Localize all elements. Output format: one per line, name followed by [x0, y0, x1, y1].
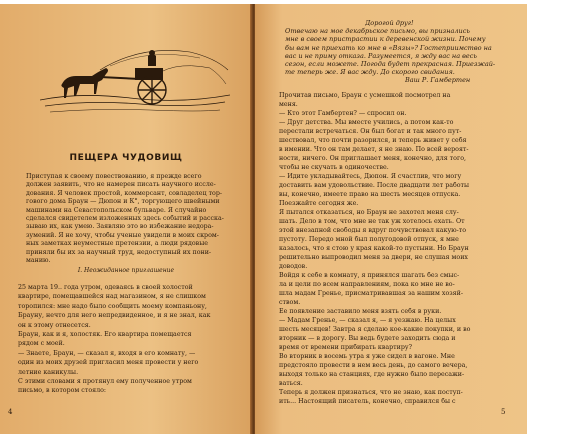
text-line: рядом с моей.: [18, 340, 65, 348]
text-line: Дорогой друг!: [365, 19, 414, 27]
text-line: меня.: [279, 101, 298, 108]
text-line: ваться.: [279, 380, 303, 387]
text-line: зываю их, как умею. Заявляю это во избежание недора-: [26, 223, 214, 231]
page-number-left: 4: [8, 408, 13, 416]
text-line: манию.: [26, 257, 51, 264]
text-line: доводов.: [279, 263, 308, 270]
text-line: решительно выпроводил меня за двери, не слушая моих: [279, 254, 468, 261]
text-line: Ваш Р. Гамбертен: [405, 76, 471, 85]
text-line: — Мадам Гренье, — сказал я, — я уезжаю. На целых: [279, 317, 456, 324]
text-line: сделался свидетелем изложенных здесь событий и расска-: [26, 215, 224, 222]
text-line: те теперь же. Я вас жду. До скорого свидания.: [285, 68, 455, 77]
text-line: приняли бы их за научный труд, недоступный их пони-: [26, 248, 212, 256]
text-line: машинами на Севастопольском бульваре. Я случайно: [26, 206, 207, 214]
text-line: в имении. Что он там делает, я не знаю. По всей вероят-: [279, 146, 469, 153]
text-line: предстояло провести в нем весь день, до самого вечера,: [279, 362, 468, 369]
text-line: Отвечаю на мое декабрьское письмо, вы признались: [285, 27, 470, 36]
text-line: — Кто этот Гамбертен? — спросил он.: [279, 110, 407, 117]
horse-cart-illustration: [40, 40, 230, 130]
text-line: Приступая к своему повествованию, я прежде всего: [26, 173, 202, 180]
text-line: Брауну, нечто для него непредвиденное, и я не знал, как: [18, 312, 211, 320]
text-line: квартире, помещавшейся над магазином, я не слишком: [18, 293, 206, 301]
text-line: Теперь я должен признаться, что не знаю, как поступ-: [279, 389, 463, 396]
text-line: ности, ничего. Он приглашает меня, конечно, для того,: [279, 155, 467, 162]
text-line: чтобы не скучать в одиночестве.: [279, 164, 389, 171]
text-line: ных заметках неуместные претензии, а люди рядовые: [26, 240, 208, 248]
text-line: Ее появление заставило меня взять себя в руки.: [279, 308, 442, 315]
text-line: время от времени прибирать квартиру?: [279, 344, 412, 351]
right-page: [255, 4, 527, 434]
text-line: летние каникулы.: [18, 368, 79, 376]
text-line: выходя только на станциях, где нужно было пересажи-: [279, 371, 465, 378]
page-number-right: 5: [501, 408, 506, 416]
text-line: вас и не приму отказа. Разумеется, я жду вас на весь: [285, 51, 477, 60]
text-line: шать. Дело в том, что мне не так уж хотелось ехать. От: [279, 218, 465, 225]
text-line: вы, конечно, имеете право на шесть месяцев отпуска.: [279, 191, 461, 198]
text-line: — Знаете, Браун, — сказал я, входя в его комнату, —: [18, 349, 196, 357]
text-line: шла мадам Гренье, присматривавшая за нашим хозяй-: [279, 290, 463, 297]
text-line: Я пытался отказаться, но Браун не захотел меня слу-: [279, 209, 459, 216]
text-line: торопился: мне надо было сообщить моему компаньону,: [18, 302, 207, 310]
text-line: Браун, как и я, холостяк. Его квартира помещается: [18, 331, 192, 338]
left-page: [0, 4, 252, 434]
text-line: сезон, если можете. Погода будет прекрасная. Приезжай-: [285, 60, 496, 68]
text-line: пустоту. Передо мной был полугодовой отпуск, я мне: [279, 236, 459, 243]
text-line: — Друг детства. Мы вместе учились, а потом как-то: [279, 119, 454, 126]
text-line: вторник — в дорогу. Вы ведь будете заходить сюда и: [279, 335, 456, 342]
text-line: должен заявить, что не намерен писать научного иссле-: [26, 181, 216, 189]
text-line: этой внезапной свободы я вдруг почувствовал какую-то: [279, 227, 467, 234]
text-line: ла и цели по всем направлениям, пока ко мне не во-: [279, 281, 455, 288]
text-line: письмо, в котором стояло:: [18, 387, 106, 395]
text-line: гового дома Браун — Дюпон и К°, торгующего швейными: [26, 198, 220, 206]
text-line: С этими словами я протянул ему полученное утром: [18, 378, 192, 385]
text-line: зумений. Я не хочу, чтобы ученые увидели в моих скром-: [26, 231, 219, 239]
text-line: он к этому отнесется.: [18, 321, 91, 329]
text-line: ить... Настоящий писатель, конечно, справился бы с: [279, 398, 456, 405]
text-line: шествовал, что почти разорился, и теперь живет у себя: [279, 137, 467, 144]
text-line: один из моих друзей пригласил меня провести у него: [18, 359, 199, 367]
text-line: — Идите укладывайтесь, Дюпон. Я счастлив, что могу: [279, 173, 462, 180]
text-line: ством.: [279, 299, 301, 306]
text-line: мне в своем пристрастии к деревенской жизни. Почему: [285, 35, 486, 44]
text-line: доставить вам удовольствие. После двадцати лет работы: [279, 182, 470, 189]
text-line: Прочитав письмо, Браун с усмешкой посмотрел на: [279, 92, 451, 99]
chapter-title: ПЕЩЕРА ЧУДОВИЩ: [69, 153, 183, 163]
text-line: Войдя к себе в комнату, я принялся шагать без смыс-: [279, 272, 460, 279]
section-title: I. Неожиданное приглашение: [77, 267, 175, 274]
text-line: Поезжайте сегодня же.: [279, 200, 359, 207]
text-line: шесть месяцев! Завтра я сделаю кое-какие покупки, и во: [279, 326, 471, 333]
text-line: дования. Я человек простой, коммерсант, совладелец тор-: [26, 189, 223, 197]
text-line: 25 марта 19.. года утром, одеваясь в своей холостой: [18, 284, 193, 291]
text-line: перестали встречаться. Он был богат и так много пут-: [279, 128, 462, 135]
background: [527, 0, 579, 442]
text-line: бы вам не приехать ко мне в «Вязы»? Гостеприимство на: [285, 43, 492, 52]
text-line: Во вторник в восемь утра я уже сидел в вагоне. Мне: [279, 353, 455, 360]
text-line: казалось, что я стою у края какой-то пустыни. Но Браун: [279, 245, 469, 252]
